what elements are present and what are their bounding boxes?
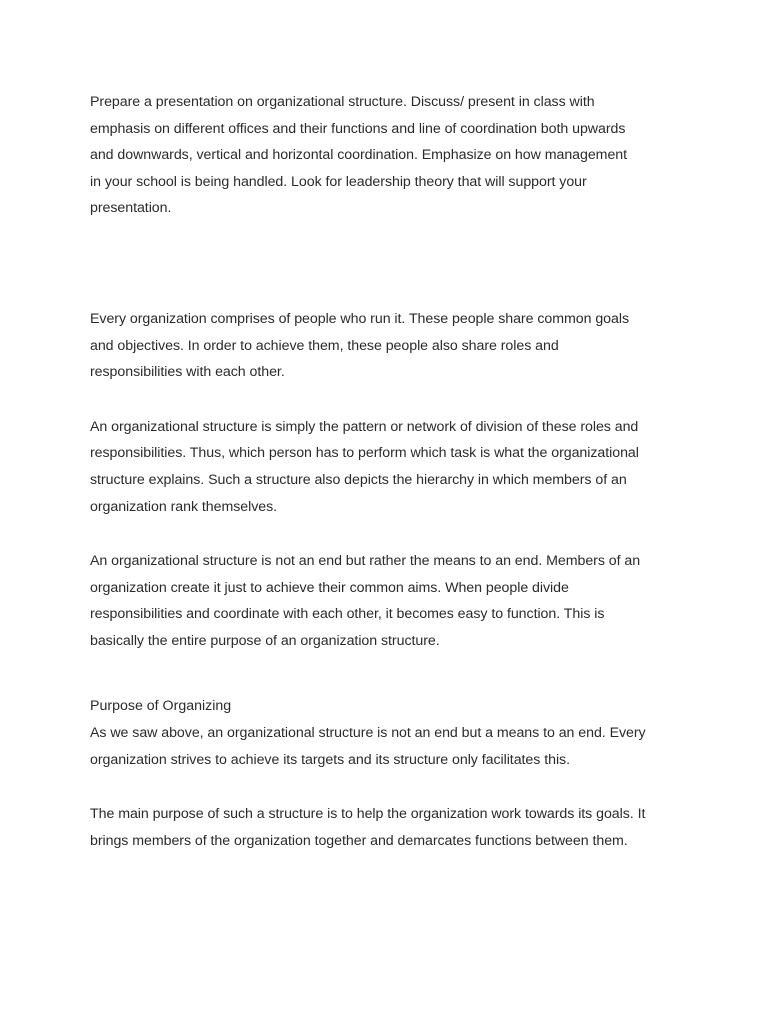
body-paragraph-5 (90, 801, 678, 854)
text-line: emphasis on different offices and their functions and line of coordination both upwards (90, 120, 626, 137)
body-paragraph-1 (90, 306, 678, 386)
text-line: responsibilities and coordinate with each other, it becomes easy to function. This is (90, 606, 605, 623)
body-paragraph-3 (90, 548, 678, 654)
text-line: basically the entire purpose of an organization structure. (90, 632, 440, 649)
text-line: An organizational structure is not an end but rather the means to an end. Members of an (90, 553, 641, 570)
text-line: structure explains. Such a structure also depicts the hierarchy in which members of an (90, 471, 627, 488)
text-line: organization strives to achieve its targets and its structure only facilitates this. (90, 751, 570, 768)
text-line: responsibilities with each other. (90, 364, 285, 381)
text-line: organization rank themselves. (90, 498, 278, 515)
section-heading: Purpose of Organizing (90, 697, 232, 714)
text-line: Prepare a presentation on organizational structure. Discuss/ present in class with (90, 94, 595, 110)
intro-paragraph (90, 89, 678, 222)
text-line: brings members of the organization together and demarcates functions between them. (90, 832, 628, 849)
text-line: and objectives. In order to achieve them, these people also share roles and (90, 337, 559, 354)
text-line: Every organization comprises of people who run it. These people share common goals (90, 310, 630, 327)
text-line: presentation. (90, 200, 172, 217)
text-line: organization create it just to achieve their common aims. When people divide (90, 579, 569, 596)
text-line: responsibilities. Thus, which person has to perform which task is what the organizational (90, 445, 639, 462)
text-line: As we saw above, an organizational structure is not an end but a means to an end. Every (90, 725, 646, 742)
text-line: The main purpose of such a structure is to help the organization work towards its goals. It (90, 806, 646, 823)
text-line: and downwards, vertical and horizontal coordination. Emphasize on how management (90, 147, 628, 164)
body-paragraph-2 (90, 414, 678, 520)
text-line: in your school is being handled. Look for leadership theory that will support your (90, 173, 587, 190)
body-paragraph-4 (90, 720, 678, 773)
text-line: An organizational structure is simply the pattern or network of division of these roles and (90, 418, 639, 435)
